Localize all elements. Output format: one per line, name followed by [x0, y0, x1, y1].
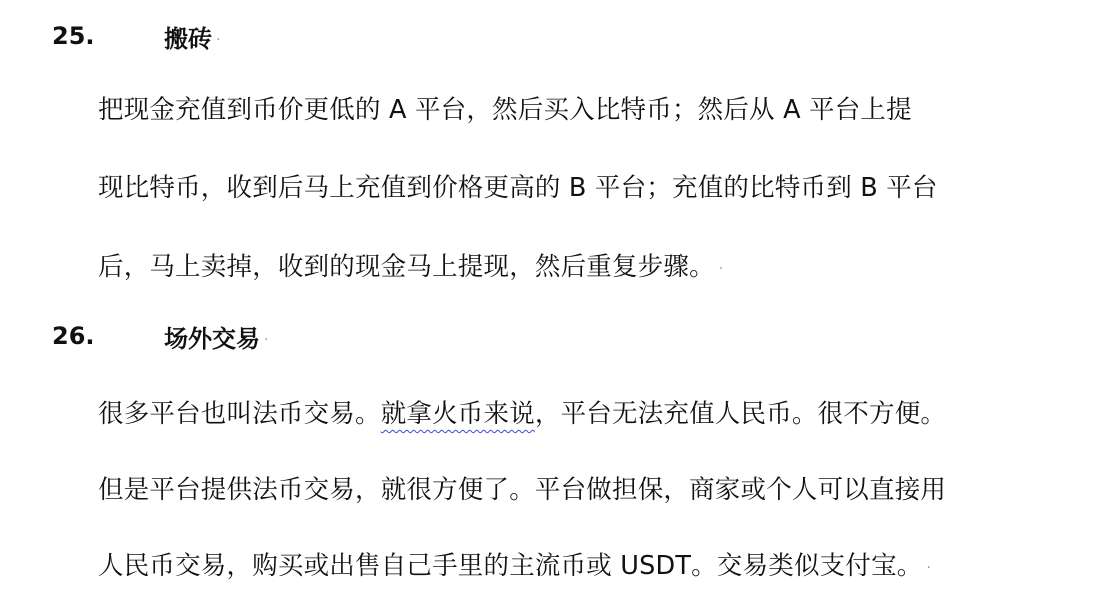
spellcheck-underlined-text: 就拿火币来说	[380, 399, 535, 429]
line-text: 人民币交易，购买或出售自己手里的主流币或 USDT。交易类似支付宝。	[98, 551, 923, 581]
section-number: 26.	[52, 322, 95, 350]
section-title: 场外交易	[164, 324, 260, 353]
line-text: ，平台无法充值人民币。很不方便。	[534, 399, 947, 429]
paragraph-mark-icon: ·	[718, 261, 724, 277]
line-text: 很多平台也叫法币交易。	[98, 399, 381, 429]
line-text: 把现金充值到币价更低的 A 平台，然后买入比特币；然后从 A 平台上提	[98, 95, 912, 125]
section-heading-25	[52, 16, 220, 56]
paragraph-line	[98, 166, 938, 206]
paragraph-line	[98, 392, 946, 432]
paragraph-line	[98, 245, 723, 285]
paragraph-mark-icon: ·	[926, 560, 932, 576]
section-title: 搬砖	[164, 24, 212, 53]
paragraph-line	[98, 88, 912, 128]
line-text: 后，马上卖掉，收到的现金马上提现，然后重复步骤。	[98, 252, 715, 282]
paragraph-line	[98, 544, 931, 584]
paragraph-mark-icon: ·	[264, 332, 269, 348]
line-text: 但是平台提供法币交易，就很方便了。平台做担保，商家或个人可以直接用	[98, 475, 947, 505]
paragraph-line	[98, 468, 946, 508]
paragraph-mark-icon: ·	[216, 32, 221, 48]
line-text: 现比特币，收到后马上充值到价格更高的 B 平台；充值的比特币到 B 平台	[98, 173, 938, 203]
section-heading-26	[52, 316, 268, 356]
section-number: 25.	[52, 22, 95, 50]
